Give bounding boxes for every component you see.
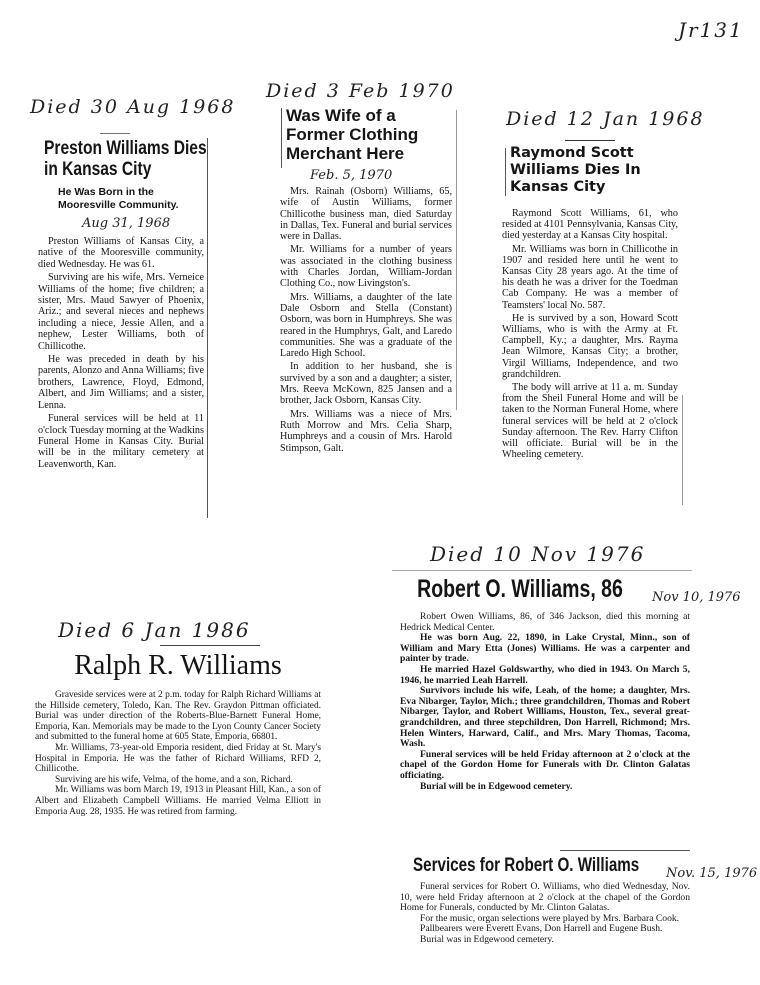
paragraph: Mr. Williams was born in Chillicothe in 1907 and resided here until he went to Kansas City 28 years ago. At the time of his death he was a driver for the Toedman Cab Company. He was a member of Teamsters' local No. 587. — [502, 243, 678, 311]
handwritten-death-date: Died 6 Jan 1986 — [58, 618, 251, 642]
paragraph: Mr. Williams was born March 19, 1913 in Pleasant Hill, Kan., a son of Albert and Elizabeth Campbell Williams. He married Velma Elliott in Emporia Aug. 28, 1935. He was retired from farming. — [35, 785, 321, 817]
headline: Ralph R. Williams — [74, 650, 282, 681]
headline: Was Wife of a Former Clothing Merchant Here — [286, 106, 419, 163]
article-body — [400, 612, 690, 792]
paragraph: Robert Owen Williams, 86, of 346 Jackson, died this morning at Hedrick Medical Center. — [400, 611, 690, 633]
handwritten-death-date: Died 30 Aug 1968 — [30, 96, 236, 118]
paragraph: The body will arrive at 11 a. m. Sunday from the Sheil Funeral Home and will be taken to the Norman Funeral Home, where funeral services will be held at 2 o'clock Sunday afternoon. The Rev. Harry Clifton will officiate. Burial will be in the Wheeling cemetery. — [502, 382, 678, 461]
paragraph: He was born Aug. 22, 1890, in Lake Crystal, Minn., son of William and Mary Etta (Jones) Williams. He was a carpenter and painter by trade. — [400, 632, 690, 665]
headline: Raymond Scott Williams Dies In Kansas City — [510, 145, 641, 195]
paragraph: Burial will be in Edgewood cemetery. — [420, 780, 573, 792]
paragraph: Raymond Scott Williams, 61, who resided at 4101 Pennsylvania, Kansas City, died yesterday at a Kansas City hospital. — [502, 208, 678, 242]
paragraph: Burial was in Edgewood cemetery. — [420, 933, 554, 945]
paragraph: He married Hazel Goldswarthy, who died in 1943. On March 5, 1946, he married Leah Harrell. — [400, 663, 690, 686]
article-body — [38, 236, 204, 472]
page-number-note: Jr131 — [678, 18, 744, 42]
headline: Robert O. Williams, 86 — [417, 575, 623, 603]
article-body — [35, 690, 321, 817]
paragraph: Mrs. Williams, a daughter of the late Dale Osborn and Stella (Constant) Osborn, was born in Humphreys. She was reared in the Humphrys, Galt, and Laredo communities. She was a graduate of the Laredo High School. — [280, 291, 452, 360]
handwritten-publication-date: Nov. 15, 1976 — [666, 866, 758, 881]
headline: Services for Robert O. Williams — [413, 855, 640, 876]
headline — [44, 138, 207, 180]
handwritten-death-date: Died 12 Jan 1968 — [506, 108, 705, 130]
paragraph: Surviving are his wife, Velma, of the home, and a son, Richard. — [55, 774, 293, 785]
paragraph: He is survived by a son, Howard Scott Williams, who is with the Army at Ft. Campbell, Ky.; a daughter, Mrs. Rayma Jean Wilmore, Kansas City; a brother, Virgil Williams, Independence, and two grandchildren. — [502, 312, 678, 380]
handwritten-death-date: Died 10 Nov 1976 — [430, 542, 646, 566]
paragraph: Mrs. Rainah (Osborn) Williams, 65, wife of Austin Williams, former Chillicothe business man, died Saturday in Dallas, Tex. Funeral and burial services were in Dallas. — [280, 186, 452, 243]
subheadline: He Was Born in the Mooresville Community. — [58, 186, 179, 211]
handwritten-publication-date: Aug 31, 1968 — [82, 216, 171, 231]
handwritten-death-date: Died 3 Feb 1970 — [266, 80, 455, 102]
paragraph: Funeral services will be held at 11 o'clock Tuesday morning at the Wadkins Funeral Home in Kansas City. Burial will be in the military cemetery at Leavenworth, Kan. — [38, 413, 204, 470]
paragraph: Graveside services were at 2 p.m. today for Ralph Richard Williams at the Hillside cemetery, Toledo, Kan. The Rev. Graydon Pittman officiated. Burial was under direction of the Roberts-Blue-Barnett Funeral Home, Emporia, Kan. Memorials may be made to the Lyon County Cancer Society and submitted to the funeral home at 605 State, Emporia, 66801. — [35, 690, 321, 743]
paragraph: Pallbearers were Everett Evans, Don Harrell and Eugene Bush. — [420, 923, 663, 935]
headline-text: Preston Williams Dies in Kansas City — [44, 138, 207, 180]
article-body — [502, 208, 678, 462]
paragraph: Surviving are his wife, Mrs. Verneice Williams of the home; five children; a sister, Mrs. Maud Sawyer of Phoenix, Ariz.; and several nieces and nephews including a niece, Jessie Allen, and a nephew, Lester Williams, both of Chillicothe. — [38, 272, 204, 352]
paragraph: Funeral services for Robert O. Williams, who died Wednesday, Nov. 10, were held Friday afternoon at 2 o'clock at the chapel of the Gordon Home for Funerals, conducted by Mr. Clinton Galatas. — [400, 881, 690, 914]
paragraph: Survivors include his wife, Leah, of the home; a daughter, Mrs. Eva Nibarger, Taylor, Mich.; three grandchildren, Thomas and Robert Nibarger, Taylor, and Robert Williams, Houston, Tex., several great-grandchildren, and three stepchildren, Don Harrell, Richmond; Mrs. Helen Winters, Harward, Calif., and Mrs. Mary Thomas, Tacoma, Wash. — [400, 685, 690, 750]
paragraph: Preston Williams of Kansas City, a native of the Mooresville community, died Wednesday. He was 61. — [38, 236, 204, 270]
paragraph: In addition to her husband, she is survived by a son and a daughter; a sister, Mrs. Reeva McKown, 825 Jansen and a brother, Jack Osborn, Kansas City. — [280, 361, 452, 407]
paragraph: Mr. Williams, 73-year-old Emporia resident, died Friday at St. Mary's Hospital in Emporia. He was the father of Richard Williams, RFD 2, Chillicothe. — [35, 742, 321, 775]
paragraph: Mr. Williams for a number of years was associated in the clothing business with Charles Jordan, William-Jordan Clothing Co., now Livingston's. — [280, 244, 452, 290]
paragraph: Mrs. Williams was a niece of Mrs. Ruth Morrow and Mrs. Celia Sharp, Humphreys and a cousin of Mrs. Harold Stimpson, Galt. — [280, 408, 452, 454]
paragraph: He was preceded in death by his parents, Alonzo and Anna Williams; five brothers, Lawrence, Floyd, Edmond, Albert, and Jim Williams; and a sister, Lenna. — [38, 354, 204, 411]
handwritten-publication-date: Nov 10, 1976 — [652, 590, 741, 605]
handwritten-publication-date: Feb. 5, 1970 — [310, 168, 393, 183]
paragraph: For the music, organ selections were played by Mrs. Barbara Cook. — [420, 912, 680, 924]
paragraph: Funeral services will be held Friday afternoon at 2 o'clock at the chapel of the Gordon Home for Funerals with Dr. Clinton Galatas officiating. — [400, 748, 690, 781]
article-body — [280, 186, 452, 456]
article-body — [400, 882, 690, 946]
